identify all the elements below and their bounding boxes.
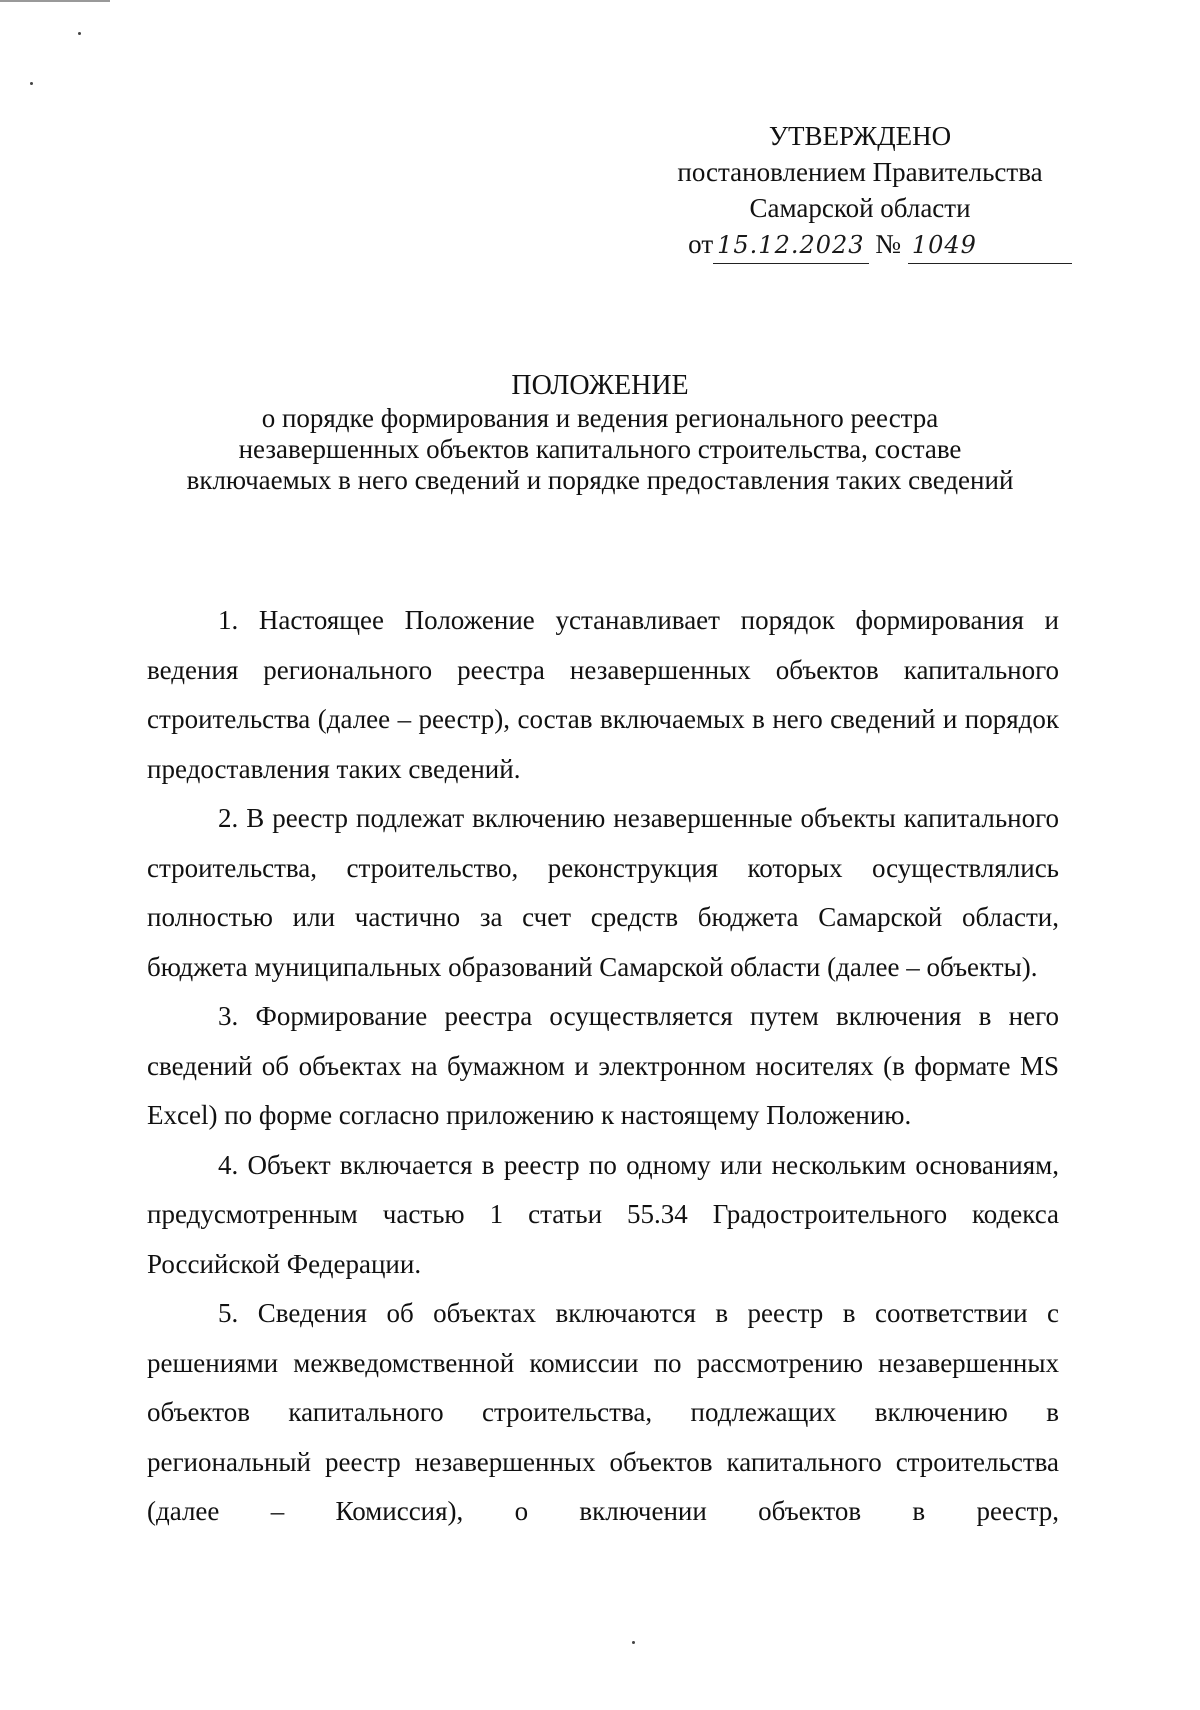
paragraph-4: 4. Объект включается в реестр по одному или нескольким основаниям, предусмотренным частью 1 статьи 55.34 Градостроительного кодекса Российской Федерации.: [147, 1149, 1059, 1279]
scan-speck: [30, 82, 33, 85]
scan-speck: [632, 1641, 635, 1644]
approval-date-line: [688, 226, 1072, 264]
paragraph-5: 5. Сведения об объектах включаются в реестр в соответствии с решениями межведомственной комиссии по рассмотрению незавершенных объектов капитального строительства, подлежащих включению в региональный реестр незавершенных объектов капитального строительства (далее – Комиссия), о включении объектов в реестр,: [147, 1298, 1059, 1526]
handwritten-date: 15.12.2023: [713, 227, 868, 264]
handwritten-number: 1049: [908, 227, 1072, 264]
number-sign: №: [875, 229, 902, 259]
approval-region: Самарской области: [749, 193, 971, 223]
approval-stamp: [640, 118, 1080, 264]
approval-authority: постановлением Правительства: [677, 157, 1043, 187]
document-title: ПОЛОЖЕНИЕ: [511, 370, 689, 401]
scan-speck: [78, 32, 81, 35]
paragraph-3: 3. Формирование реестра осуществляется путем включения в него сведений об объектах на бумажном и электронном носителях (в формате MS Excel) по форме согласно приложению к настоящему Положению.: [147, 1001, 1059, 1130]
date-prefix: от: [688, 229, 714, 259]
document-subtitle: о порядке формирования и ведения регионального реестра незавершенных объектов капитального строительства, составе включаемых в него сведений и порядке предоставления таких сведений: [186, 403, 1014, 495]
document-heading: [170, 370, 1030, 496]
paragraph-1: 1. Настоящее Положение устанавливает порядок формирования и ведения регионального реестра незавершенных объектов капитального строительства (далее – реестр), состав включаемых в него сведений и порядок предоставления таких сведений.: [147, 605, 1059, 784]
document-body: [147, 596, 1059, 1537]
approval-heading: УТВЕРЖДЕНО: [768, 121, 952, 151]
scan-edge-mark: [0, 0, 110, 2]
paragraph-2: 2. В реестр подлежат включению незавершенные объекты капитального строительства, строительство, реконструкция которых осуществлялись полностью или частично за счет средств бюджета Самарской области, бюджета муниципальных образований Самарской области (далее – объекты).: [147, 803, 1059, 982]
